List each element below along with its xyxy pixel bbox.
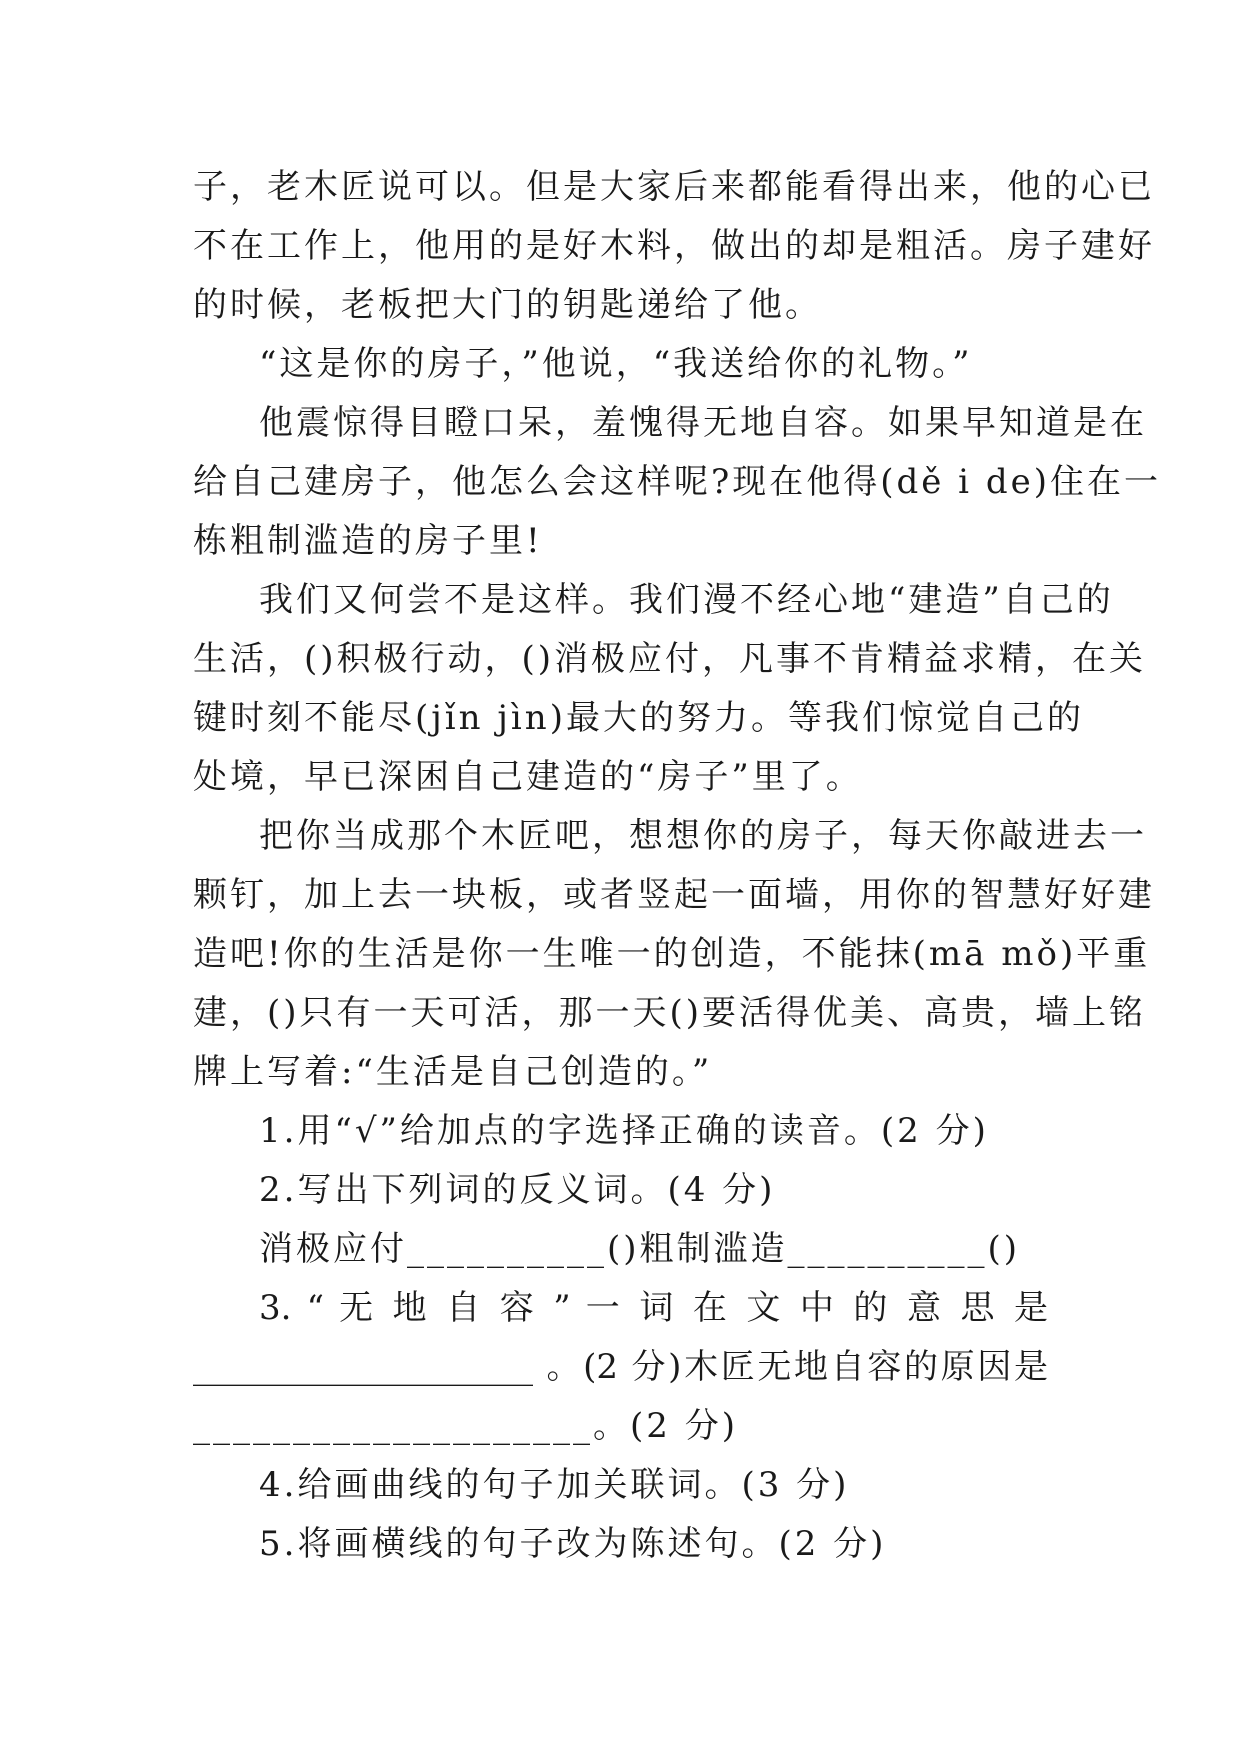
question-3-blank: ____________________。(2 分) xyxy=(193,1406,738,1446)
text-line: 牌上写着:“生活是自己创造的。” xyxy=(193,1052,713,1092)
text-line: 把你当成那个木匠吧，想想你的房子，每天你敲进去一 xyxy=(259,816,1147,856)
text-line: 生活，()积极行动，()消极应付，凡事不肯精益求精，在关 xyxy=(193,639,1147,679)
text-line: 子，老木匠说可以。但是大家后来都能看得出来，他的心已 xyxy=(193,167,1155,207)
text-line: 不在工作上，他用的是好木料，做出的却是粗活。房子建好 xyxy=(193,226,1155,266)
question-4: 4.给画曲线的句子加关联词。(3 分) xyxy=(259,1465,850,1505)
question-2-blanks: 消极应付__________()粗制滥造__________() xyxy=(259,1229,1021,1269)
question-5: 5.将画横线的句子改为陈述句。(2 分) xyxy=(259,1524,887,1564)
text-line: 给自己建房子，他怎么会这样呢?现在他得(dě i de)住在一 xyxy=(193,462,1162,502)
text-line: 的时候，老板把大门的钥匙递给了他。 xyxy=(193,285,822,325)
text-line: 造吧!你的生活是你一生唯一的创造，不能抹(mā mǒ)平重 xyxy=(193,934,1151,974)
text-line: “这是你的房子，”他说，“我送给你的礼物。” xyxy=(259,344,973,384)
question-2: 2.写出下列词的反义词。(4 分) xyxy=(259,1170,776,1210)
question-3-blank: ____________________ 。(2 分)木匠无地自容的原因是 xyxy=(193,1347,1048,1387)
text-line: 处境，早已深困自己建造的“房子”里了。 xyxy=(193,757,863,797)
question-3: 3. “ 无 地 自 容 ” 一 词 在 文 中 的 意 思 是 xyxy=(259,1288,1048,1328)
text-line: 栋粗制滥造的房子里! xyxy=(193,521,543,561)
document-page xyxy=(193,158,1162,1574)
text-line: 建，()只有一天可活，那一天()要活得优美、高贵，墙上铭 xyxy=(193,993,1147,1033)
text-line: 我们又何尝不是这样。我们漫不经心地“建造”自己的 xyxy=(259,580,1114,620)
text-line: 颗钉，加上去一块板，或者竖起一面墙，用你的智慧好好建 xyxy=(193,875,1155,915)
text-line: 他震惊得目瞪口呆，羞愧得无地自容。如果早知道是在 xyxy=(259,403,1147,443)
question-1: 1.用“√”给加点的字选择正确的读音。(2 分) xyxy=(259,1111,989,1151)
text-line: 键时刻不能尽(jǐn jìn)最大的努力。等我们惊觉自己的 xyxy=(193,698,1084,738)
